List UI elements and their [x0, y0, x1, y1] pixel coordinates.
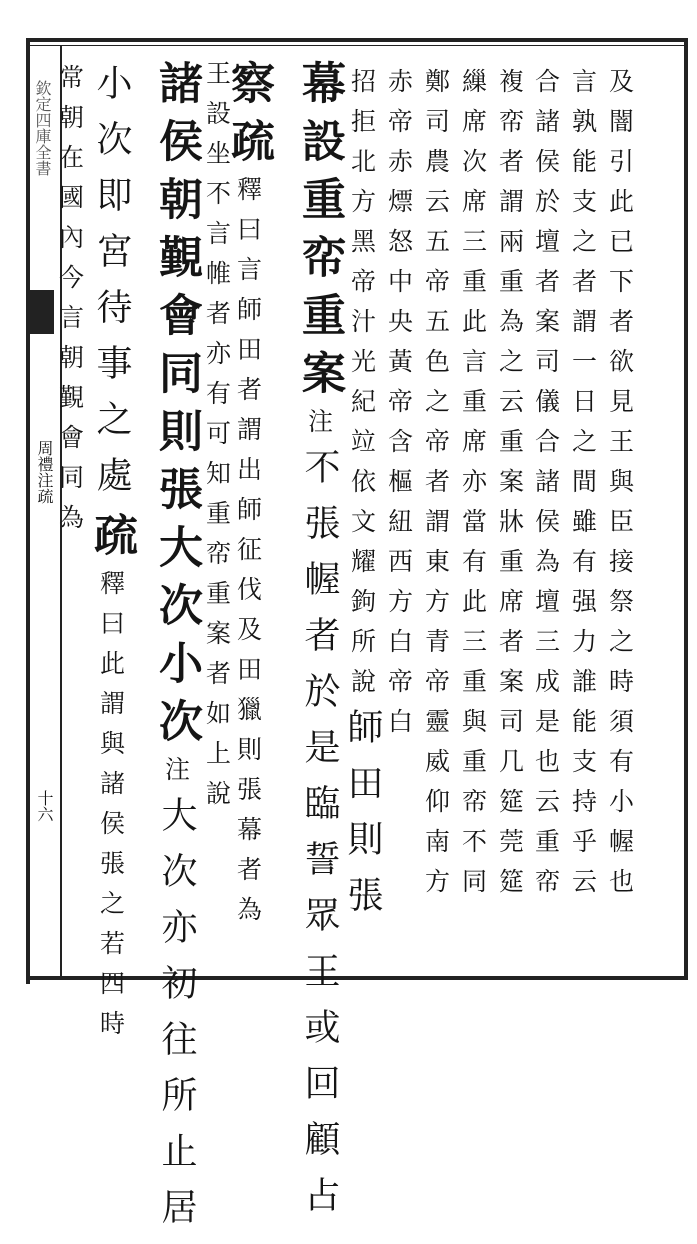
- text-column-10-segment-3: 釋曰言師田者謂出師征伐及田獵則張幕者為: [233, 176, 263, 936]
- margin-title: 周禮注疏: [35, 440, 54, 504]
- top-border: [26, 38, 688, 42]
- top-inner-border: [26, 45, 688, 46]
- text-column-3-segment-1: 合諸侯於壇者案司儀合諸侯為壇三成是也云重帟: [531, 68, 561, 908]
- margin-faint-chars: 欽定四庫全書: [33, 80, 52, 176]
- text-column-13-segment-3: 釋曰此謂與諸侯張之若四時: [96, 570, 126, 1050]
- margin-page-number: 十六: [35, 790, 54, 822]
- text-column-7-segment-1: 赤帝赤熛怒中央黃帝含樞紐西方白帝白: [384, 68, 414, 748]
- right-border: [684, 38, 688, 978]
- text-column-14-segment-1: 常朝在國內今言朝覲會同為: [55, 64, 85, 544]
- text-column-8-segment-2: 師田則張: [342, 708, 383, 932]
- text-column-4-segment-1: 複帟者謂兩重為之云重案牀重席者案司几筵莞筵: [495, 68, 525, 908]
- text-column-11-segment-1: 王設坐不言帷者亦有可知重帟重案者如上說: [202, 60, 232, 820]
- text-column-1-segment-1: 及闇引此已下者欲見王與臣接祭之時須有小幄也: [605, 68, 635, 908]
- text-column-8-segment-1: 招拒北方黑帝汁光紀竝依文耀鉤所說: [347, 68, 377, 708]
- text-column-10-segment-1: 察: [223, 60, 274, 118]
- text-column-9-segment-2: 注: [304, 408, 334, 448]
- text-column-13-segment-2: 疏: [86, 512, 137, 570]
- text-column-9-segment-1: 幕設重帟重案: [294, 60, 345, 408]
- text-column-12-segment-2: 注: [161, 756, 191, 796]
- text-column-2-segment-1: 言孰能支之者謂一日之間雖有强力誰能支持乎云: [568, 68, 598, 908]
- text-column-13-segment-1: 小次即宮待事之處: [91, 64, 132, 512]
- text-column-5-segment-1: 繅席次席三重此言重席亦當有此三重與重帟不同: [458, 68, 488, 908]
- text-column-12-segment-3: 大次亦初往所止居: [156, 796, 197, 1244]
- text-column-10-segment-2: 疏: [223, 118, 274, 176]
- text-column-12-segment-1: 諸侯朝覲會同則張大次小次: [151, 60, 202, 756]
- left-border: [26, 38, 30, 984]
- fishtail-mark: [30, 290, 54, 334]
- text-column-9-segment-3: 不張幄者於是臨誓眾王或回顧占: [299, 448, 340, 1232]
- text-column-6-segment-1: 鄭司農云五帝五色之帝者謂東方青帝靈威仰南方: [421, 68, 451, 908]
